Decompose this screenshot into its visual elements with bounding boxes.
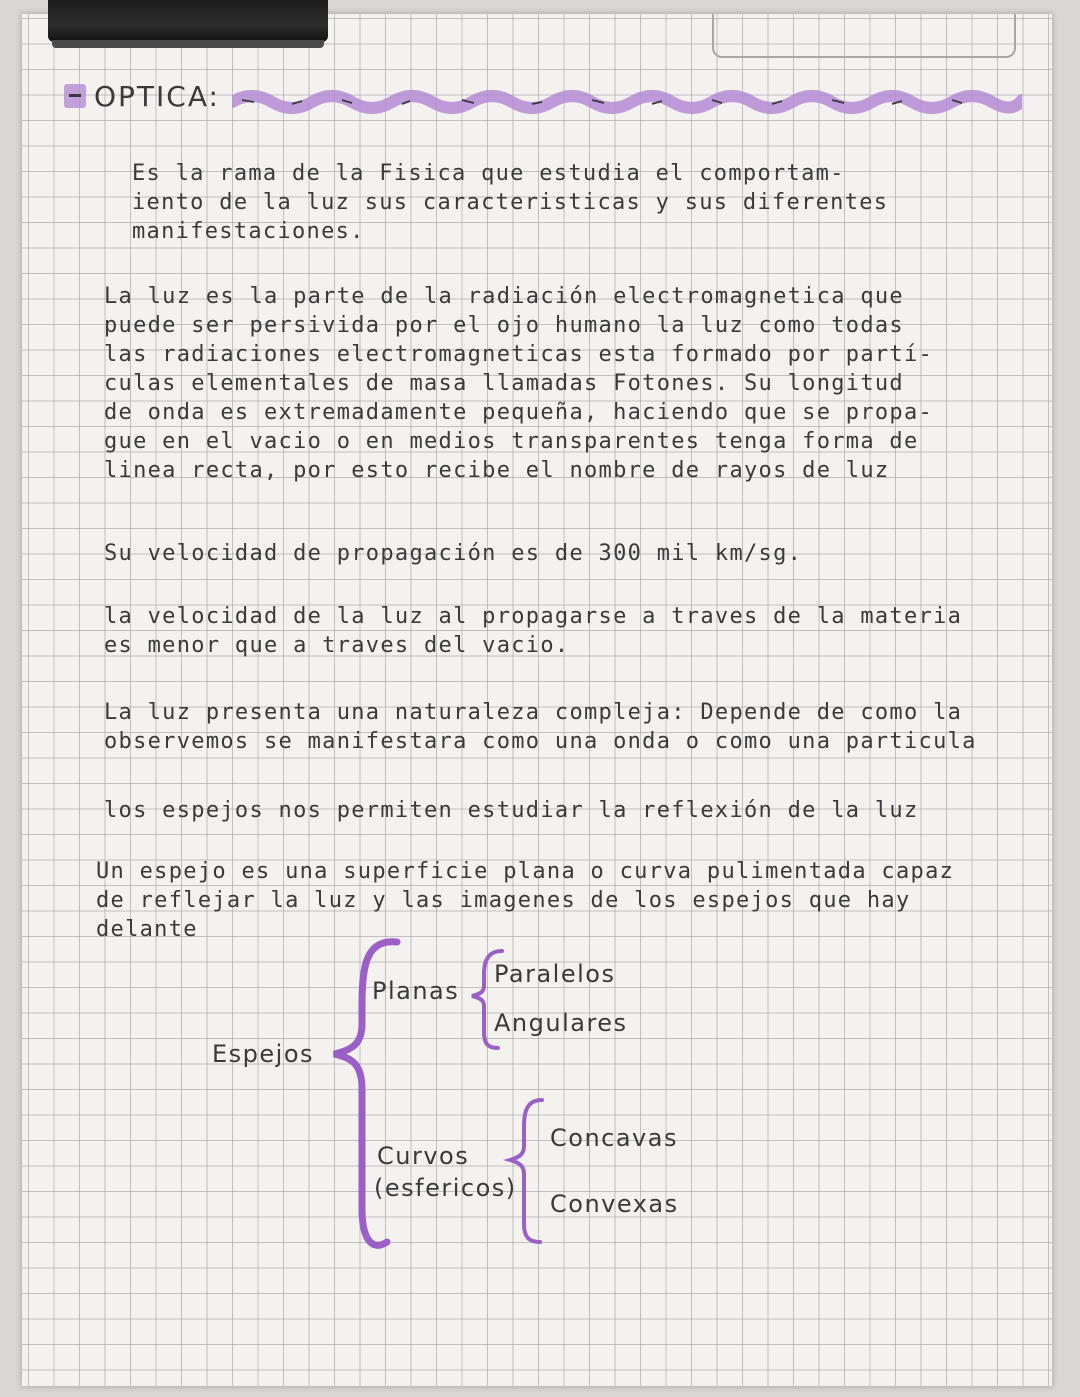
text-line: culas elementales de masa llamadas Fotones. Su longitud <box>104 371 904 396</box>
text-line: de onda es extremadamente pequeña, haciendo que se propa- <box>104 400 934 425</box>
text-line: manifestaciones. <box>132 219 365 244</box>
diagram-leaf-paralelos: Paralelos <box>494 960 616 988</box>
diagram-branch-planas: Planas <box>372 977 460 1005</box>
text-line: La luz presenta una naturaleza compleja: Depende de como la <box>104 700 963 725</box>
diagram-root-espejos: Espejos <box>212 1040 315 1068</box>
text-line: Es la rama de la Fisica que estudia el comportam- <box>132 161 845 186</box>
diagram-leaf-convexas: Convexas <box>550 1190 679 1218</box>
diagram-branch-curvos: Curvos <box>377 1142 470 1170</box>
text-line: es menor que a traves del vacio. <box>104 633 570 658</box>
page-title: OPTICA: <box>94 80 220 113</box>
text-line: linea recta, por esto recibe el nombre de rayos de luz <box>104 458 890 483</box>
classification-braces <box>22 14 1052 1386</box>
diagram-branch-curvos-subtitle: (esfericos) <box>374 1174 517 1202</box>
notebook-page <box>22 14 1052 1386</box>
text-line: La luz es la parte de la radiación electromagnetica que <box>104 284 904 309</box>
text-line: delante <box>96 917 198 942</box>
binder-clip-edge <box>52 40 324 48</box>
text-line: observemos se manifestara como una onda o como una particula <box>104 729 977 754</box>
text-line: Su velocidad de propagación es de 300 mil km/sg. <box>104 541 803 566</box>
text-line: de reflejar la luz y las imagenes de los espejos que hay <box>96 888 911 913</box>
binder-clip <box>48 0 328 42</box>
text-line: puede ser persivida por el ojo humano la luz como todas <box>104 313 904 338</box>
text-line: iento de la luz sus caracteristicas y sus diferentes <box>132 190 889 215</box>
diagram-leaf-concavas: Concavas <box>550 1124 678 1152</box>
text-line: gue en el vacio o en medios transparentes tenga forma de <box>104 429 919 454</box>
text-line: las radiaciones electromagneticas esta formado por partí- <box>104 342 934 367</box>
diagram-leaf-angulares: Angulares <box>494 1009 628 1037</box>
text-line: la velocidad de la luz al propagarse a traves de la materia <box>104 604 963 629</box>
text-line: Un espejo es una superficie plana o curva pulimentada capaz <box>96 859 955 884</box>
text-line: los espejos nos permiten estudiar la reflexión de la luz <box>104 798 919 823</box>
